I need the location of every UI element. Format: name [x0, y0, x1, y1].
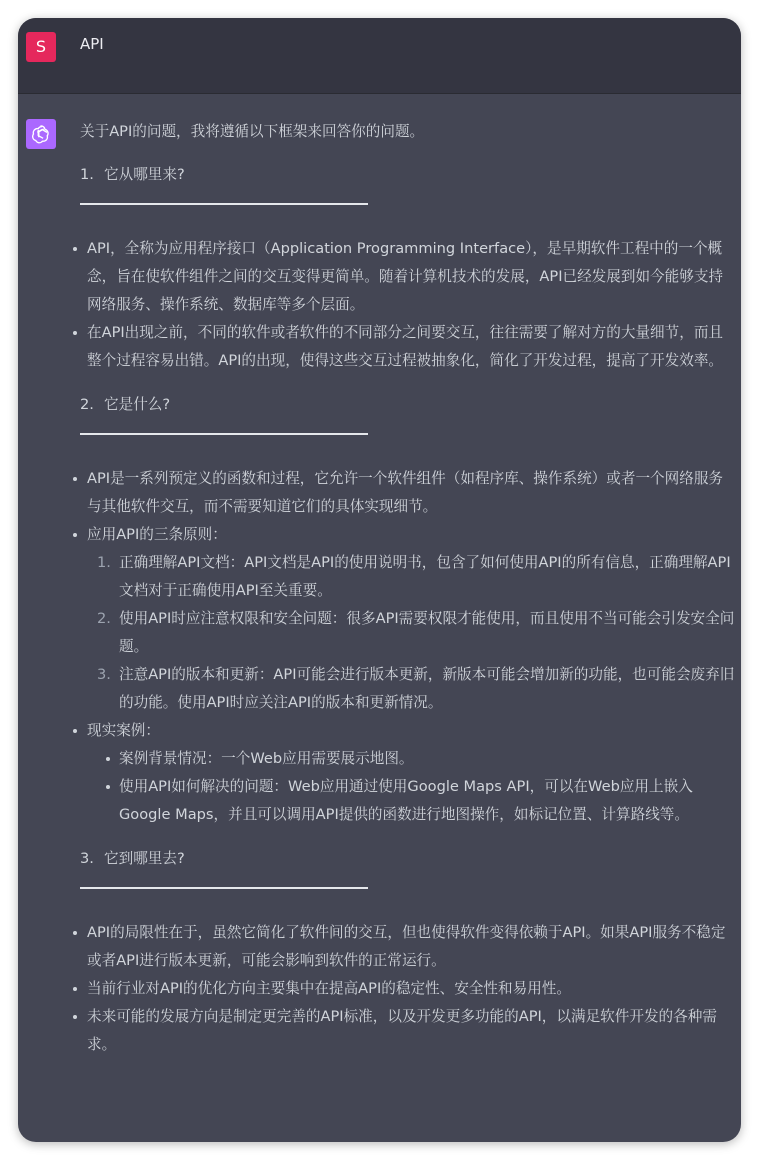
user-avatar: S [26, 32, 56, 62]
case-item: 案例背景情况：一个Web应用需要展示地图。 [97, 745, 735, 773]
principle-item [97, 661, 735, 717]
section-origin-list [73, 235, 735, 375]
list-item [73, 521, 735, 717]
principles-list [97, 549, 735, 717]
assistant-message-row [18, 94, 741, 1059]
list-item: API是一系列预定义的函数和过程，它允许一个软件组件（如程序库、操作系统）或者一个网络服务与其他软件交互，而不需要知道它们的具体实现细节。 [73, 465, 735, 521]
principle-number: 1. [97, 554, 111, 571]
section-divider [80, 887, 368, 889]
section-divider [80, 203, 368, 205]
section-title: 它到哪里去? [104, 850, 185, 867]
list-item [73, 717, 735, 829]
section-number: 1. [80, 166, 94, 183]
list-item: 在API出现之前，不同的软件或者软件的不同部分之间要交互，往往需要了解对方的大量细节，而且整个过程容易出错。API的出现，使得这些交互过程被抽象化，简化了开发过程，提高了开发效率。 [73, 319, 735, 375]
list-item: 未来可能的发展方向是制定更完善的API标准，以及开发更多功能的API，以满足软件开发的各种需求。 [73, 1003, 735, 1059]
case-item: 使用API如何解决的问题：Web应用通过使用Google Maps API，可以在Web应用上嵌入Google Maps，并且可以调用API提供的函数进行地图操作，如标记位置、计算路线等。 [97, 773, 735, 829]
section-heading-what [80, 391, 735, 419]
openai-logo-icon [26, 119, 56, 149]
section-heading-future [80, 845, 735, 873]
principle-number: 2. [97, 610, 111, 627]
principle-number: 3. [97, 666, 111, 683]
case-list [97, 745, 735, 829]
list-item: 当前行业对API的优化方向主要集中在提高API的稳定性、安全性和易用性。 [73, 975, 735, 1003]
section-title: 它是什么? [104, 396, 171, 413]
chat-card [18, 18, 741, 1142]
list-item: API的局限性在于，虽然它简化了软件间的交互，但也使得软件变得依赖于API。如果API服务不稳定或者API进行版本更新，可能会影响到软件的正常运行。 [73, 919, 735, 975]
assistant-message-content [80, 118, 735, 1059]
section-heading-origin [80, 161, 735, 189]
principle-item [97, 605, 735, 661]
case-heading: 现实案例： [87, 722, 160, 739]
section-future-list [73, 919, 735, 1059]
answer-intro: 关于API的问题，我将遵循以下框架来回答你的问题。 [80, 123, 425, 140]
list-item: API，全称为应用程序接口（Application Programming Interface），是早期软件工程中的一个概念，旨在使软件组件之间的交互变得更简单。随着计算机技术的发展，API已经发展到如今能够支持网络服务、操作系统、数据库等多个层面。 [73, 235, 735, 319]
section-title: 它从哪里来? [104, 166, 185, 183]
principle-text: 注意API的版本和更新：API可能会进行版本更新，新版本可能会增加新的功能，也可能会废弃旧的功能。使用API时应关注API的版本和更新情况。 [119, 666, 735, 711]
section-what-list [73, 465, 735, 829]
user-message-text: API [80, 35, 104, 53]
principle-text: 使用API时应注意权限和安全问题：很多API需要权限才能使用，而且使用不当可能会引发安全问题。 [119, 610, 735, 655]
principle-text: 正确理解API文档：API文档是API的使用说明书，包含了如何使用API的所有信息，正确理解API文档对于正确使用API至关重要。 [119, 554, 731, 599]
principles-heading: 应用API的三条原则： [87, 526, 227, 543]
section-number: 3. [80, 850, 94, 867]
principle-item [97, 549, 735, 605]
user-message-row [18, 18, 741, 94]
section-divider [80, 433, 368, 435]
section-number: 2. [80, 396, 94, 413]
